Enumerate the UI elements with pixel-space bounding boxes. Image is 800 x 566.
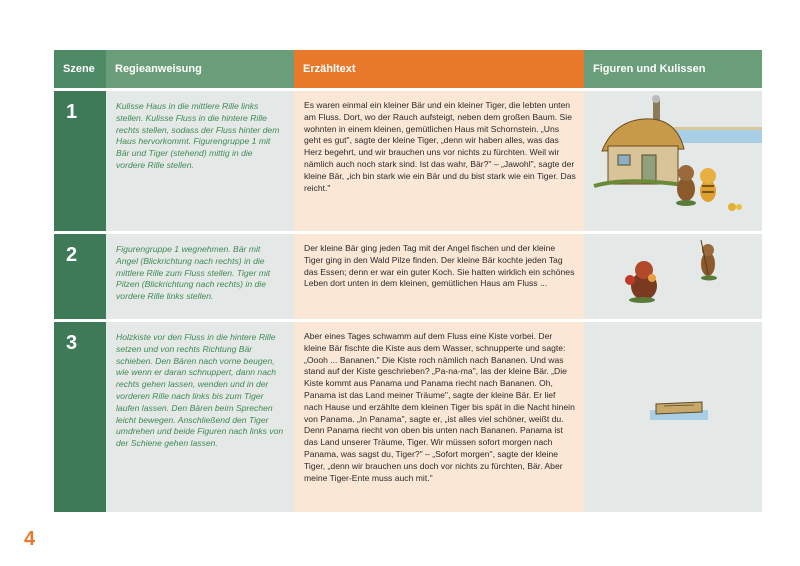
header-direction: Regieanweisung bbox=[106, 50, 294, 88]
house-scene-illustration bbox=[584, 91, 762, 231]
figures-cell bbox=[584, 91, 762, 231]
header-figures: Figuren und Kulissen bbox=[584, 50, 762, 88]
header-scene: Szene bbox=[54, 50, 106, 88]
stage-direction: Holzkiste vor den Fluss in die hintere Rille setzen und von rechts Richtung Bär schieben. Den Bären nach vorne beugen, wie wenn er daran schnuppert, dann nach rechts gehen lassen, wenden und in der vorderen Rille nach links bis zum Tiger laufen lassen. Den Bären beim Sprechen leicht bewegen. Anschließend den Tiger umdrehen und beide Figuren nach links von der Schiene gehen lassen. bbox=[106, 322, 294, 512]
narration-text: Aber eines Tages schwamm auf dem Fluss eine Kiste vorbei. Der kleine Bär fischte die Kiste aus dem Wasser, schnupperte und sagte: „Oooh ... Bananen." Die Kiste roch nämlich nach Bananen. Und was stand auf der Kiste geschrieben? „Pa-na-ma", las der kleine Bär. „Die Kiste kommt aus Panama und Panama riecht nach Bananen. Oh, Panama ist das Land meiner Träume", sagte der kleine Bär. Er lief nach Hause und erzählte dem kleinen Tiger bis spät in die Nacht hinein von Panama. „In Panama", sagte er, „ist alles viel schöner, weißt du. Denn Panama riecht von oben bis unten nach Bananen. Panama ist das Land unserer Träume, Tiger. Wir müssen sofort morgen nach Panama, was sagst du, Tiger?" – „Sofort morgen", sagte der kleine Tiger, „denn wir brauchen uns doch vor nichts zu fürchten, Bär. Aber meine Tiger-Ente muss auch mit." bbox=[294, 322, 584, 512]
fishing-scene-illustration bbox=[584, 234, 762, 319]
header-narration: Erzähltext bbox=[294, 50, 584, 88]
stage-direction: Kulisse Haus in die mittlere Rille links stellen. Kulisse Fluss in die hintere Rille rechts stellen, sodass der Fluss hinter dem Haus hervorkommt. Figurengruppe 1 mit Bär und Tiger (stehend) mittig in die vordere Rille stellen. bbox=[106, 91, 294, 231]
page-number: 4 bbox=[24, 528, 36, 550]
scene-number: 3 bbox=[54, 322, 106, 512]
stage-direction: Figurengruppe 1 wegnehmen. Bär mit Angel (Blickrichtung nach rechts) in die mittlere Rille zum Fluss stellen. Tiger mit Pilzen (Blickrichtung nach rechts) in die vordere Rille links stellen. bbox=[106, 234, 294, 319]
narration-text: Es waren einmal ein kleiner Bär und ein kleiner Tiger, die lebten unten am Fluss. Dort, wo der Rauch aufsteigt, neben dem großen Baum. Sie wohnten in einem kleinen, gemütlichen Haus mit Schornstein. „Uns geht es gut", sagte der kleine Tiger, „denn wir haben alles, was das Herz begehrt, und wir brauchen uns vor nichts zu fürchten. Weil wir nämlich auch noch stark sind. Ist das wahr, Bär?" – „Jawohl", sagte der kleine Bär, „ich bin stark wie ein Bär und du bist stark wie ein Tiger. Das reicht." bbox=[294, 91, 584, 231]
scene-table bbox=[54, 50, 762, 512]
crate-scene-illustration bbox=[584, 322, 762, 512]
narration-text: Der kleine Bär ging jeden Tag mit der Angel fischen und der kleine Tiger ging in den Wald Pilze finden. Der kleine Bär kochte jeden Tag das Essen; denn er war ein guter Koch. Sie hatten wirklich ein schönes Leben dort unten in dem kleinen, gemütlichen Haus am Fluss ... bbox=[294, 234, 584, 319]
crate-shape bbox=[656, 402, 702, 414]
scene-number: 1 bbox=[54, 91, 106, 231]
figures-cell bbox=[584, 322, 762, 512]
figures-cell bbox=[584, 234, 762, 319]
scene-number: 2 bbox=[54, 234, 106, 319]
